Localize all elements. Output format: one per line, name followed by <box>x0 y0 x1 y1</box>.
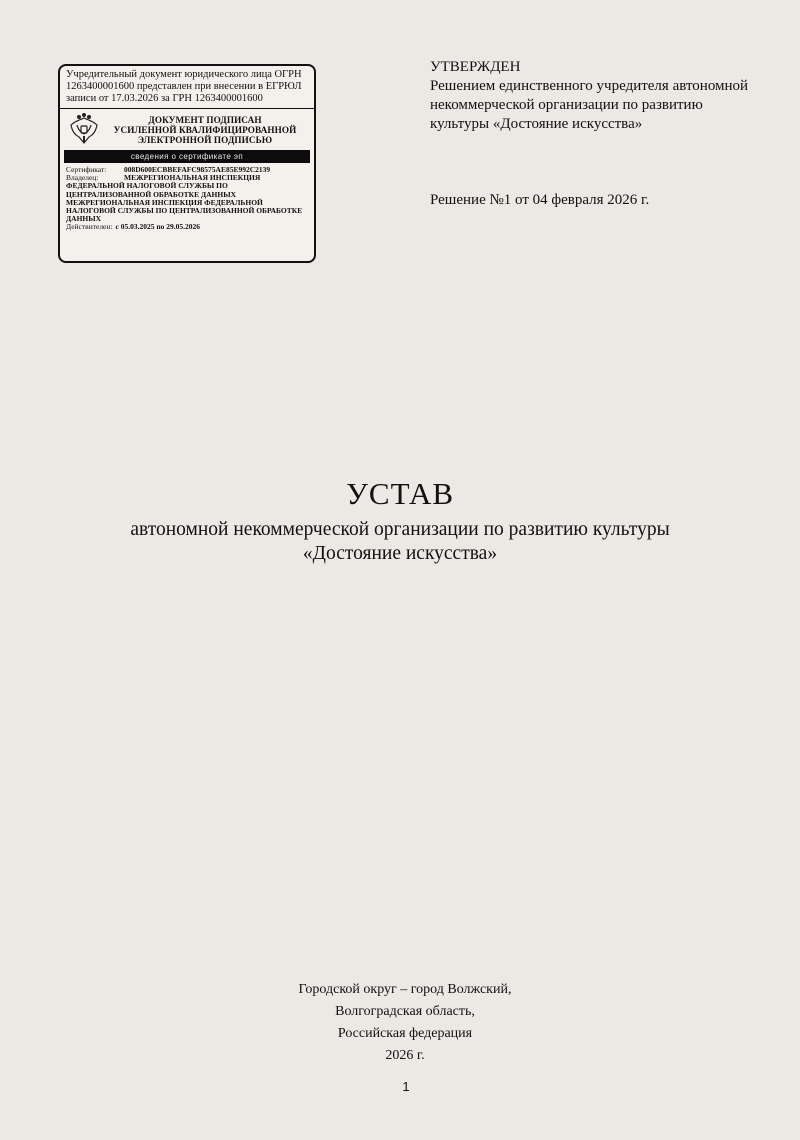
place-line: Городской округ – город Волжский, <box>298 982 512 997</box>
place-line: Волгоградская область, <box>335 1004 475 1019</box>
approval-text: Решением единственного учредителя автономной некоммерческой организации по развитию культуры «Достояние искусства» <box>430 78 749 132</box>
place-line: Российская федерация <box>337 1026 473 1041</box>
russian-coat-of-arms-icon <box>66 112 102 148</box>
owner-label: Владелец: <box>66 173 99 183</box>
certificate-value: 008D600ECBBEFAFC98575AE85E992C2139 <box>124 165 271 174</box>
place-block <box>200 979 610 1067</box>
validity-label: Действителен: <box>66 222 113 232</box>
document-subtitle <box>60 518 740 566</box>
stamp-title-line: ЭЛЕКТРОННОЙ ПОДПИСЬЮ <box>137 135 273 145</box>
certificate-label: Сертификат: <box>66 165 107 174</box>
document-title: УСТАВ <box>345 476 455 511</box>
decision-line: Решение №1 от 04 февраля 2026 г. <box>430 192 650 208</box>
subtitle-line: автономной некоммерческой организации по развитию культуры <box>130 519 670 540</box>
approval-heading: УТВЕРЖДЕН <box>430 59 521 75</box>
stamp-registration-note: Учредительный документ юридического лица ОГРН 1263400001600 представлен при внесении в ЕГРЮЛ записи от 17.03.2026 за ГРН 1263400001600 <box>66 69 302 104</box>
stamp-title-line: ДОКУМЕНТ ПОДПИСАН <box>148 115 262 125</box>
certificate-info-bar: сведения о сертификате эп <box>64 150 310 163</box>
stamp-title <box>102 115 308 145</box>
certificate-details <box>66 166 308 232</box>
approval-block <box>430 58 760 134</box>
subtitle-line: «Достояние искусства» <box>302 543 498 564</box>
place-year: 2026 г. <box>385 1048 425 1063</box>
stamp-title-line: УСИЛЕННОЙ КВАЛИФИЦИРОВАННОЙ <box>113 125 297 135</box>
page-number: 1 <box>402 1079 410 1094</box>
validity-value: с 05.03.2025 по 29.05.2026 <box>115 222 201 232</box>
stamp-divider <box>60 108 314 109</box>
owner-value: МЕЖРЕГИОНАЛЬНАЯ ИНСПЕКЦИЯ ФЕДЕРАЛЬНОЙ НАЛОГОВОЙ СЛУЖБЫ ПО ЦЕНТРАЛИЗОВАННОЙ ОБРАБОТКЕ ДАННЫХ МЕЖРЕГИОНАЛЬНАЯ ИНСПЕКЦИЯ ФЕДЕРАЛЬНОЙ НАЛОГОВОЙ СЛУЖБЫ ПО ЦЕНТРАЛИЗОВАННОЙ ОБРАБОТКЕ ДАННЫХ <box>66 173 303 224</box>
e-signature-stamp <box>58 64 316 263</box>
